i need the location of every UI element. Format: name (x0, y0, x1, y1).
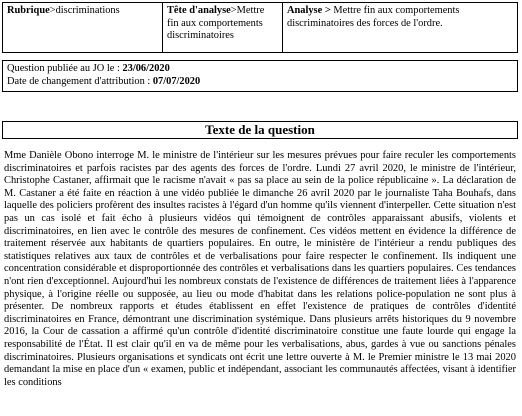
attribution-change-line (7, 76, 513, 89)
attribution-change-label: Date de changement d'attribution : (7, 75, 153, 87)
analyse-cell (283, 3, 517, 52)
classification-table (2, 2, 518, 53)
rubrique-label: Rubrique (7, 5, 50, 16)
analyse-value: Mettre fin aux comportements discriminatoires des forces de l'ordre. (287, 5, 460, 29)
publication-info (2, 60, 518, 92)
published-label: Question publiée au JO le : (7, 63, 123, 74)
tete-analyse-value: >Mettre fin aux comportements discriminatoires (167, 5, 265, 42)
analyse-label: Analyse > (287, 5, 331, 16)
attribution-change-date: 07/07/2020 (152, 75, 201, 87)
published-date: 23/06/2020 (122, 63, 170, 74)
published-line (7, 63, 513, 76)
question-text: Mme Danièle Obono interroge M. le ministre de l'intérieur sur les mesures prévues pour faire reculer les comportements discriminatoires et parfois racistes par des agents des forces de l'ordre. Lundi 27 avril 2020, le ministre de l'intérieur, Christophe Castaner, affirmait que le racisme n'avait « pas sa place au sein de la police républicaine ». La déclaration de M. Castaner a été faite en réaction à une vidéo publiée le dimanche 26 avril 2020 par le journaliste Taha Bouhafs, dans laquelle des policiers profèrent des insultes racistes à l'égard d'un homme qu'ils viennent d'interpeller. Cette situation n'est pas un cas isolé et fait écho à plusieurs vidéos qui témoignent de contrôles apparaissant abusifs, violents et discriminatoires, en lien avec le contrôle des mesures de confinement. Ces vidéos mettent en évidence la différence de traitement réservée aux habitants de quartiers populaires. En outre, le ministère de l'intérieur a rendu publiques des statistiques relatives aux taux de contrôles et de verbalisations pour faire respecter le confinement. Ils indiquent une concentration considérable et disproportionnée des contrôles et verbalisations dans les quartiers populaires. Ces tendances n'ont rien d'exceptionnel. Aujourd'hui les nombreux constats de l'existence de différences de traitement liées à l'apparence physique, à l'origine réelle ou supposée, au lieu ou mode d'habitat dans les relations police-population ne sont plus à présenter. De nombreux rapports et études établissent en effet l'existence de pratiques de contrôles d'identité discriminatoires en France, démontrant une discrimination systémique. Dans plusieurs arrêts historiques du 9 novembre 2016, la Cour de cassation a affirmé qu'un contrôle d'identité discriminatoire constitue une faute lourde qui engage la responsabilité de l'État. Il est clair qu'il en va de même pour les verbalisations, abus, gardes à vue ou sanctions pénales discriminatoires. Plusieurs organisations et syndicats ont écrit une lettre ouverte à M. le Premier ministre le 13 mai 2020 demandant la mise en place d'un « examen, public et indépendant, associant les communautés affectées, visant à identifier les conditions (4, 150, 516, 388)
rubrique-cell (3, 3, 163, 52)
tete-analyse-cell (163, 3, 283, 52)
section-title: Texte de la question (2, 121, 518, 139)
rubrique-value: >discriminations (49, 5, 120, 16)
tete-analyse-label: Tête d'analyse (167, 5, 231, 16)
